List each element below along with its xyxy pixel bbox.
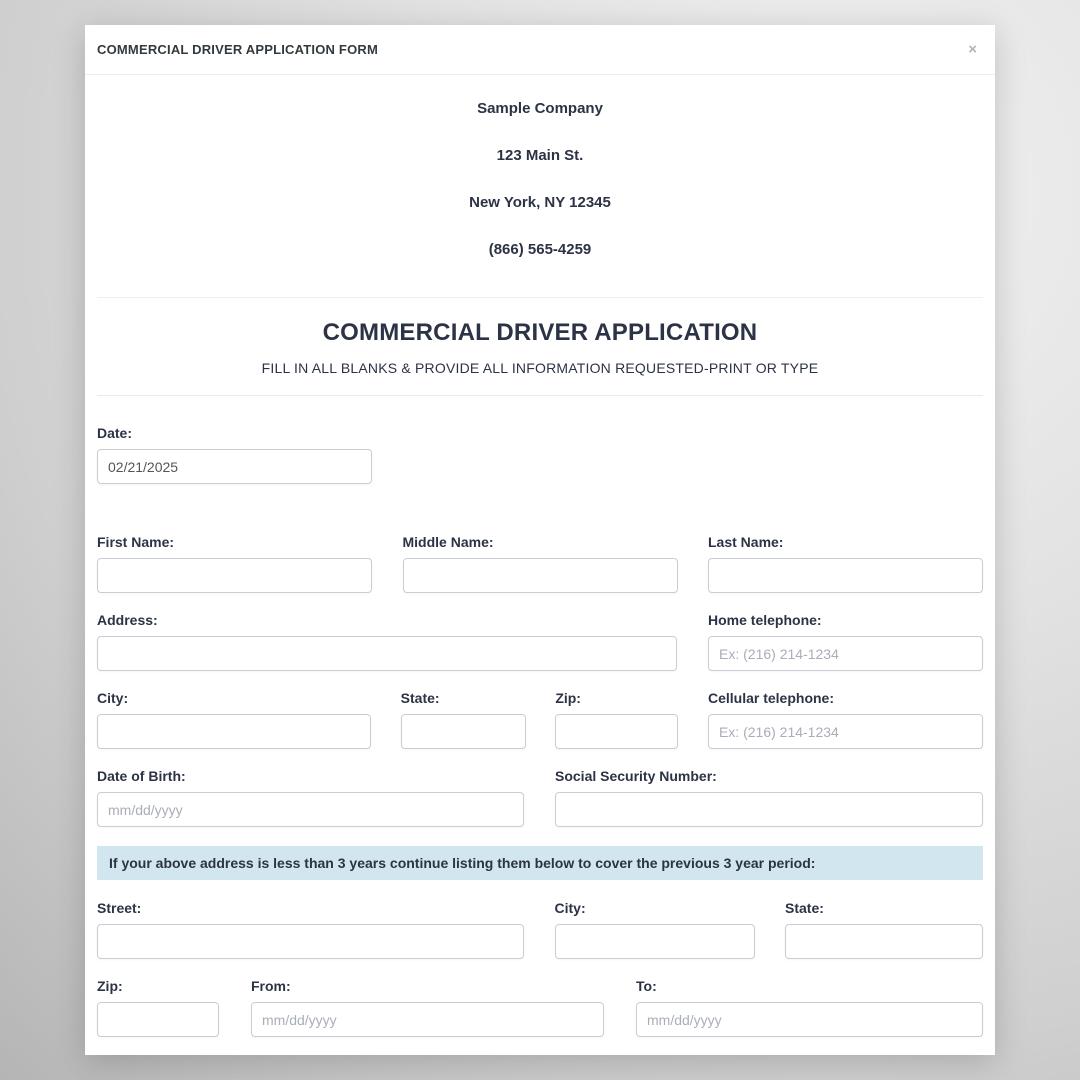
prev-zip-input[interactable] [97, 1002, 219, 1037]
cell-phone-input[interactable] [708, 714, 983, 749]
middle-name-input[interactable] [403, 558, 678, 593]
company-info [85, 75, 995, 297]
last-name-label: Last Name: [708, 534, 784, 550]
driver-application-modal [85, 25, 995, 1055]
field-address [97, 612, 677, 671]
field-home-phone [708, 612, 983, 671]
state-label: State: [400, 690, 440, 706]
field-cell-phone [708, 690, 983, 749]
to-date-input[interactable] [636, 1002, 983, 1037]
field-to-date [636, 978, 983, 1037]
prev-street-input[interactable] [97, 924, 524, 959]
prev-state-label: State: [785, 900, 824, 916]
row-prev-zip-dates [97, 978, 983, 1037]
field-prev-zip [97, 978, 219, 1037]
modal-header [85, 25, 995, 75]
form-title: COMMERCIAL DRIVER APPLICATION [322, 319, 758, 346]
field-prev-state [785, 900, 983, 959]
prev-state-input[interactable] [785, 924, 983, 959]
field-dob [97, 768, 524, 827]
date-label: Date: [97, 425, 133, 441]
from-date-label: From: [251, 978, 291, 994]
row-prev-street [97, 900, 983, 959]
home-phone-input[interactable] [708, 636, 983, 671]
dob-label: Date of Birth: [97, 768, 186, 784]
dob-input[interactable] [97, 792, 524, 827]
cell-phone-label: Cellular telephone: [707, 690, 834, 706]
row-dob-ssn [97, 768, 983, 827]
prev-city-input[interactable] [555, 924, 755, 959]
prev-zip-label: Zip: [97, 978, 123, 994]
zip-input[interactable] [555, 714, 678, 749]
row-date [97, 425, 983, 484]
field-middle-name [403, 534, 678, 593]
field-zip [555, 690, 678, 749]
form-body [85, 396, 995, 1037]
from-date-input[interactable] [251, 1002, 604, 1037]
form-heading [85, 298, 995, 395]
city-input[interactable] [97, 714, 371, 749]
state-input[interactable] [401, 714, 526, 749]
zip-label: Zip: [555, 690, 581, 706]
company-name: Sample Company [477, 100, 603, 117]
first-name-label: First Name: [97, 534, 175, 550]
ssn-label: Social Security Number: [555, 768, 717, 784]
field-city [97, 690, 371, 749]
ssn-input[interactable] [555, 792, 983, 827]
home-phone-label: Home telephone: [708, 612, 822, 628]
field-first-name [97, 534, 372, 593]
close-icon[interactable]: × [964, 40, 981, 59]
middle-name-label: Middle Name: [402, 534, 494, 550]
row-names [97, 534, 983, 593]
last-name-input[interactable] [708, 558, 983, 593]
field-prev-street [97, 900, 524, 959]
prev-city-label: City: [554, 900, 586, 916]
date-input[interactable] [97, 449, 372, 484]
to-date-label: To: [636, 978, 657, 994]
field-from-date [251, 978, 604, 1037]
field-date [97, 425, 372, 484]
field-state [401, 690, 526, 749]
address-input[interactable] [97, 636, 677, 671]
field-ssn [555, 768, 983, 827]
address-label: Address: [97, 612, 158, 628]
row-address [97, 612, 983, 671]
modal-title: COMMERCIAL DRIVER APPLICATION FORM [97, 42, 378, 57]
company-city-line: New York, NY 12345 [469, 194, 611, 211]
company-phone: (866) 565-4259 [488, 241, 592, 258]
row-note [97, 846, 983, 880]
company-street: 123 Main St. [496, 147, 584, 164]
row-city-state-zip [97, 690, 983, 749]
form-subtitle: FILL IN ALL BLANKS & PROVIDE ALL INFORMATION REQUESTED-PRINT OR TYPE [261, 360, 819, 376]
first-name-input[interactable] [97, 558, 372, 593]
field-last-name [708, 534, 983, 593]
prev-street-label: Street: [97, 900, 142, 916]
city-label: City: [97, 690, 129, 706]
field-prev-city [555, 900, 755, 959]
previous-address-note: If your above address is less than 3 years continue listing them below to cover the previous 3 year period: [97, 846, 983, 880]
